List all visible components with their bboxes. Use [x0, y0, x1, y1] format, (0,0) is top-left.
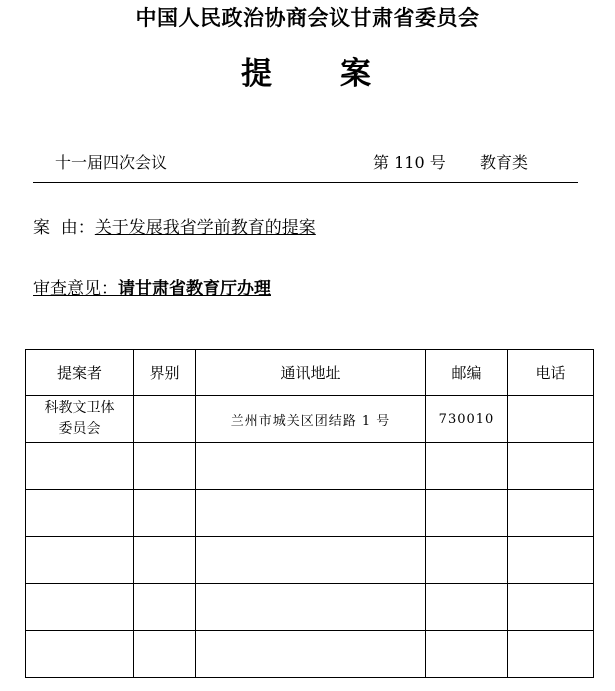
- table-row: [26, 631, 594, 678]
- table-row: [26, 584, 594, 631]
- cell-phone: [508, 490, 594, 537]
- session-label: 十一届四次会议: [55, 153, 168, 172]
- subject-row: [33, 213, 316, 238]
- cell-phone: [508, 584, 594, 631]
- review-row: [33, 274, 271, 299]
- proposal-number: 第 110 号: [373, 153, 446, 172]
- cell-postcode: [426, 631, 508, 678]
- table-row: [26, 396, 594, 443]
- session-info-row: [33, 150, 578, 183]
- subject-label: 案 由：: [33, 218, 95, 238]
- organization-title: 中国人民政治协商会议甘肃省委员会: [135, 5, 480, 30]
- cell-proposer: [26, 490, 134, 537]
- cell-phone: [508, 396, 594, 443]
- cell-postcode: [426, 537, 508, 584]
- table-row: [26, 490, 594, 537]
- proposer-table: [25, 349, 594, 678]
- cell-phone: [508, 631, 594, 678]
- cell-address: [196, 443, 426, 490]
- subject-value: 关于发展我省学前教育的提案: [94, 218, 316, 238]
- table-row: [26, 443, 594, 490]
- cell-postcode: [426, 584, 508, 631]
- document-title-char-1: 提: [241, 56, 272, 92]
- header-address: 通讯地址: [196, 350, 426, 396]
- cell-sector: [134, 584, 196, 631]
- review-label: 审查意见：: [33, 279, 118, 299]
- cell-proposer: [26, 631, 134, 678]
- header-sector: 界别: [134, 350, 196, 396]
- cell-address: [196, 537, 426, 584]
- cell-proposer: [26, 584, 134, 631]
- cell-phone: [508, 537, 594, 584]
- document-title-char-2: 案: [340, 56, 371, 92]
- proposal-category: 教育类: [480, 153, 529, 172]
- cell-postcode: [426, 443, 508, 490]
- cell-postcode: 730010: [426, 396, 508, 443]
- review-value: 请甘肃省教育厅办理: [118, 279, 271, 299]
- cell-sector: [134, 537, 196, 584]
- cell-phone: [508, 443, 594, 490]
- cell-proposer: [26, 443, 134, 490]
- cell-proposer: 科教文卫体 委员会: [26, 396, 134, 443]
- header-proposer: 提案者: [26, 350, 134, 396]
- cell-address: [196, 490, 426, 537]
- document-title: [241, 48, 371, 93]
- cell-sector: [134, 396, 196, 443]
- cell-sector: [134, 631, 196, 678]
- cell-address: 兰州市城关区团结路 1 号: [196, 396, 426, 443]
- header-postcode: 邮编: [426, 350, 508, 396]
- header-phone: 电话: [508, 350, 594, 396]
- cell-sector: [134, 443, 196, 490]
- cell-postcode: [426, 490, 508, 537]
- cell-address: [196, 584, 426, 631]
- cell-proposer: [26, 537, 134, 584]
- cell-address: [196, 631, 426, 678]
- table-row: [26, 537, 594, 584]
- table-header-row: [26, 350, 594, 396]
- cell-sector: [134, 490, 196, 537]
